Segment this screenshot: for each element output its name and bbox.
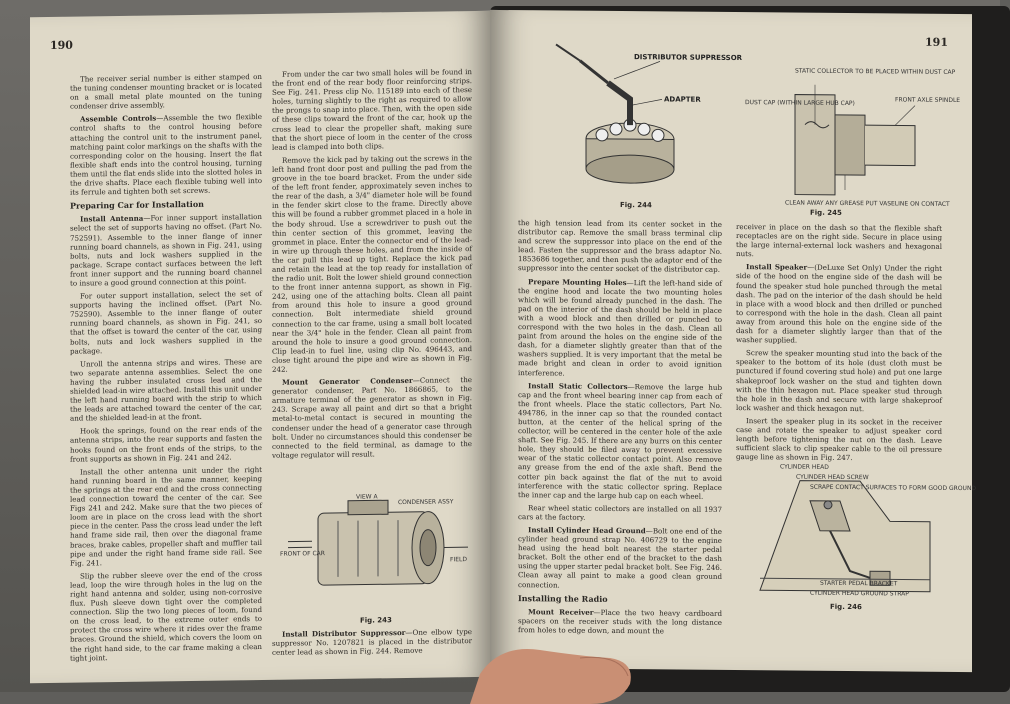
paragraph-text: —Assemble the two flexible control shafts to the control housing before attaching the control unit to the instrument panel, matching paint color markings on the shafts with the corresponding color on the housing. Insert the flat flexible shaft ends into the control housing, turning them until the flat ends slide into the slotted holes in the drive shafts. Place each flexible tubing well into its ferrule and tighten both set screws. — [70, 112, 262, 196]
paragraph-heading: Install Cylinder Head Ground — [528, 525, 646, 535]
fig246-label-screw: CYLINDER HEAD SCREW — [796, 474, 869, 482]
paragraph — [518, 218, 722, 274]
paragraph-text: Screw the speaker mounting stud into the back of the speaker to the bottom of its hole (dust cloth must be punctured if found covering stud hole) and put one large shakeproof lock washer on the stud and tighten down with the thin hexagon nut. Place speaker stud through the hole in the dash and secure with large shakeproof lock washer and thick hexagon nut. — [736, 348, 942, 413]
paragraph — [518, 381, 722, 501]
section-heading: Installing the Radio — [518, 594, 722, 605]
fig244-label-adapter: ADAPTER — [664, 95, 701, 103]
paragraph — [70, 465, 262, 568]
paragraph — [70, 424, 262, 463]
right-column-2 — [736, 222, 942, 467]
paragraph-text: —Place the two heavy cardboard spacers on the receiver studs with the long distance from holes to edge down, and mount the — [518, 608, 722, 636]
fig-246-caption: Fig. 246 — [830, 603, 862, 611]
paragraph — [736, 222, 942, 260]
section-heading: Preparing Car for Installation — [70, 199, 262, 211]
left-column-2 — [272, 67, 472, 464]
fig-243-caption: Fig. 243 — [360, 616, 392, 624]
paragraph-text: Insert the speaker plug in its socket in the receiver case and rotate the speaker to adjust speaker cord length before tightening the nut on the dash. Leave sufficient slack to clip speaker cable to the oil pressure gauge line as shown in Fig. 247. — [736, 416, 942, 462]
fig243-label-field: FIELD — [450, 556, 467, 563]
paragraph — [70, 569, 262, 663]
paragraph-text: —(DeLuxe Set Only) Under the right side of the hood on the engine side of the dash will be found the speaker stud hole punched through the metal dash. The pad on the interior of the dash should be held in place with a wood block and then drilled or punched to correspond with the hole in the dash. Clean all paint away from around this hole on the engine side of the dash for a diameter slightly larger than that of the washer supplied. — [736, 263, 942, 345]
fig245-label-grease: CLEAN AWAY ANY GREASE PUT VASELINE ON CONTACT — [785, 199, 950, 207]
paragraph — [70, 212, 262, 287]
paragraph — [736, 348, 942, 413]
paragraph-text: Hook the springs, found on the rear ends of the antenna strips, into the rear supports and fasten the hooks found on the front ends of the strips, to the front supports as shown in Fig. 241 and 242. — [70, 424, 262, 463]
paragraph — [272, 67, 472, 152]
fig246-label-scrape: SCRAPE CONTACT SURFACES TO FORM GOOD GROUND — [810, 484, 976, 492]
paragraph — [70, 112, 262, 197]
paragraph-heading: Assemble Controls — [80, 114, 156, 124]
paragraph-text: the high tension lead from its center socket in the distributor cap. Remove the small brass terminal clip and screw the suppressor into place on the end of the lead. Fasten the suppressor and the brass adaptor No. 1853686 together, and then push the adaptor end of the suppressor into the center socket of the distributor cap. — [518, 218, 722, 274]
paragraph — [272, 153, 472, 374]
fig243-label-view: VIEW A — [356, 493, 379, 500]
paragraph — [736, 262, 942, 346]
right-column-1 — [518, 218, 722, 640]
fig245-label-dustcap: DUST CAP (WITHIN LARGE HUB CAP) — [745, 99, 855, 107]
distributor-suppressor-paragraph — [272, 627, 472, 661]
paragraph-text: receiver in place on the dash so that the flexible shaft receptacles are on the right side. Secure in place using the large internal-external lock washers and hexagonal nuts. — [736, 222, 942, 258]
right-page — [490, 10, 972, 672]
fig244-label-suppressor: DISTRIBUTOR SUPPRESSOR — [634, 53, 743, 62]
paragraph — [736, 416, 942, 463]
paragraph-text: —Lift the left-hand side of the engine hood and locate the two mounting holes which will be found already punched in the dash. The pad on the interior of the dash should be held in place with a wood block and then drilled or punched to correspond with the two holes in the dash. Clean all paint from around the holes on the engine side of the dash, for a diameter slightly greater than that of the washers supplied. It is very important that the metal be made bright and clean in order to avoid ignition interference. — [518, 278, 722, 377]
paragraph-text: From under the car two small holes will be found in the front end of the rear body floor reinforcing strips. See Fig. 241. Press clip No. 115189 into each of these holes, turning slightly to the right as required to allow the prongs to snap into place. Then, with the open side of these clips toward the front of the car, hook up the cross lead to clear the propeller shaft, making sure that the short piece of loom in the center of the cross lead is clamped into both clips. — [272, 67, 472, 152]
paragraph — [272, 375, 472, 460]
paragraph-heading: Mount Generator Condenser — [282, 376, 413, 387]
paragraph-text: —Bolt one end of the cylinder head ground strap No. 406729 to the engine head using the head bolt nearest the starter pedal bracket. Bolt the other end of the bracket to the dash using the upper starter pedal bracket bolt. See Fig. 246. Clean away all paint to make a good clean ground connection. — [518, 526, 722, 589]
left-page — [30, 11, 492, 683]
fig245-label-collector: STATIC COLLECTOR TO BE PLACED WITHIN DUST CAP — [795, 68, 956, 76]
paragraph — [518, 277, 722, 379]
paragraph-text: —Remove the large hub cap and the front wheel bearing inner cap from each of the front wheels. Place the static collectors, Part No. 494786, in the inner cap so that the rounded contact button, at the center of the helical spring of the collector, will be centered in the center hole of the axle shaft. See Fig. 245. If there are any burrs on this center hole, they should be filed away to prevent excessive wear of the static collector contact point. Also remove any grease from the end of the axle shaft. Bend the cotter pin back against the flat of the nut to avoid interference with the static collector spring. Replace the inner cap and the large hub cap on each wheel. — [518, 382, 722, 501]
fig243-label-front: FRONT OF CAR — [280, 550, 325, 558]
paragraph-text: Install the other antenna unit under the right hand running board in the same manner, keeping the springs at the rear end and the cross connecting lead connection toward the center of the car. See Figs 241 and 242. Make sure that the two pieces of loom are in place on the cross lead with the short piece in the center. Pass the cross lead under the left hand frame side rail, then over the diagonal frame braces, brake cables, propeller shaft and muffler tail pipe and under the right hand frame side rail. See Fig. 241. — [70, 465, 262, 568]
fig243-label-condenser: CONDENSER ASSY — [398, 498, 454, 506]
thumb-holding-page — [470, 614, 640, 704]
paragraph-text: —For inner support installation select the set of supports having no offset. (Part No. 752591). Assemble to the inner flange of inner running board channels, as shown in Fig. 241, using bolts, nuts and lock washers supplied in the package. Scrape contact surfaces between the left front inner support and the running board channel to insure a good ground connection at this point. — [70, 212, 262, 287]
paragraph-heading: Prepare Mounting Holes — [528, 277, 627, 287]
paragraph — [70, 289, 262, 355]
paragraph-heading: Install Speaker — [746, 263, 807, 273]
figure-245-static-collector — [745, 64, 945, 216]
paragraph-text: —Connect the generator condenser, Part No. 1866865, to the armature terminal of the generator as shown in Fig. 243. Scrape away all paint and dirt so that a bright metal-to-metal contact is secured in mounting the condenser under the head of a generator case through bolt. Under no circumstances should this condenser be connected to the field terminal, as damage to the voltage regulator will result. — [272, 375, 472, 460]
figure-244-distributor — [550, 38, 750, 200]
paragraph-text: Unroll the antenna strips and wires. These are two separate antenna assemblies. Select the one having the rubber insulated cross lead and the shielded lead-in wire attached. Install this unit under the left hand running board with the strip to which the leads are attached toward the center of the car, and the shielded lead-in at the front. — [70, 357, 262, 423]
paragraph-text: —One elbow type suppressor No. 1207821 is placed in the distributor center lead as shown in Fig. 244. Remove — [272, 627, 472, 657]
paragraph — [70, 72, 262, 111]
figure-243-generator-condenser — [278, 489, 478, 612]
page-number: 190 — [50, 39, 73, 52]
paragraph-text: Slip the rubber sleeve over the end of the cross lead, loop the wire through holes in the lug on the right hand antenna and solder, using non-corrosive flux. Push sleeve down tight over the completed connection. Slip the two long pieces of loom, found on the cross lead, to the extreme outer ends to protect the cross wire where it rides over the frame braces. Ground the shield, which covers the loom on the right hand side, to the car frame making a clean tight joint. — [70, 569, 262, 663]
fig-244-caption: Fig. 244 — [620, 201, 652, 209]
paragraph-text: Rear wheel static collectors are installed on all 1937 cars at the factory. — [518, 503, 722, 522]
fig246-label-bracket: STARTER PEDAL BRACKET — [820, 580, 898, 588]
paragraph-text: Remove the kick pad by taking out the screws in the left hand front door post and pulling the pad from the groove in the toe board bracket. From the under side of the left front fender, approximately seven inches to the rear of the dash, a 3/4" diameter hole will be found in the fender skirt close to the frame. Directly above this will be found a rubber grommet placed in a hole in the body shroud. Use a screwdriver to push out the thin center section of this grommet, leaving the grommet in place. Enter the connector end of the lead-in wire up through these holes, and from the inside of the car pull this lead up tight. Replace the kick pad and retain the lead at the top ready for installation of the radio unit. Bolt the lower shield ground connection to the front inner antenna support, as shown in Fig. 242, using one of the attaching bolts. Clean all paint from around this hole to insure a good ground connection. Bolt intermediate shield ground connection to the car frame, using a small bolt located near the 3/4" hole in the fender. Clean all paint from around the hole to insure a good ground connection. Clip lead-in to fuel line, using clip No. 496443, and close tight around the pipe and wire as shown in Fig. 242. — [272, 153, 472, 374]
figure-246-cylinder-head-ground — [740, 460, 950, 602]
paragraph-heading: Mount Receiver — [528, 607, 593, 617]
paragraph — [518, 525, 722, 590]
left-column-1 — [70, 72, 262, 666]
paragraph — [70, 357, 262, 423]
paragraph-text: The receiver serial number is either stamped on the tuning condenser mounting bracket or is located on a small metal plate mounted on the tuning condenser drive assembly. — [70, 72, 262, 111]
fig246-label-strap: CYLINDER HEAD GROUND STRAP — [810, 590, 909, 598]
fig245-label-spindle: FRONT AXLE SPINDLE — [895, 96, 960, 104]
fig-245-caption: Fig. 245 — [810, 209, 842, 217]
paragraph-text: For outer support installation, select the set of supports having the inclined offset. (Part No. 752590). Assemble to the inner flange of outer running board channels, as shown in Fig. 241, so that the offset is toward the center of the car, using bolts, nuts and lock washers supplied in the package. — [70, 289, 262, 355]
paragraph-heading: Install Static Collectors — [528, 381, 628, 391]
section-heading: Install Distributor Suppressor — [282, 628, 405, 639]
page-number: 191 — [925, 36, 948, 49]
paragraph-heading: Install Antenna — [80, 214, 143, 224]
fig246-label-head: CYLINDER HEAD — [780, 463, 829, 470]
paragraph — [518, 503, 722, 523]
